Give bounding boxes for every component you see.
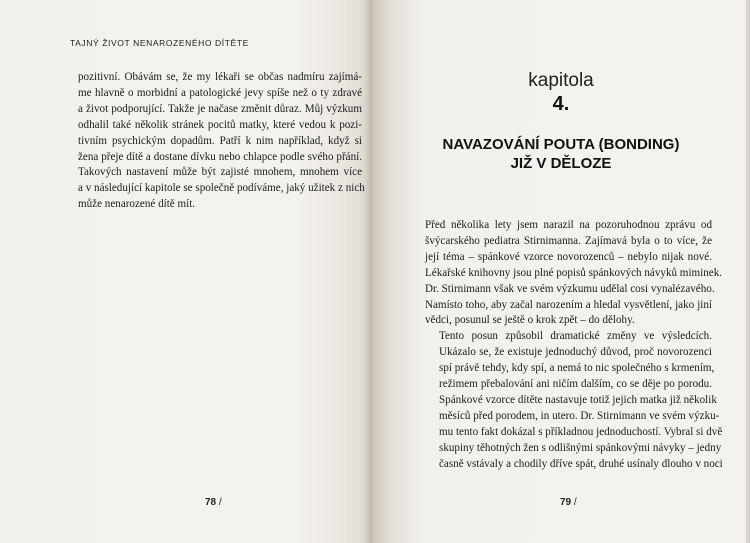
text-line: vědci, posunul se ještě o krok zpět – do dělohy.: [425, 314, 635, 327]
text-line: žena přeje dítě a dostane dívku nebo chlapce podle svého přání.: [78, 150, 362, 163]
text-line: režimem přebalování ani ničím dalším, co se děje po porodu.: [439, 378, 712, 391]
chapter-number: 4.: [552, 93, 570, 115]
text-line: a život podporující. Takže je načase změnit důraz. Můj výzkum: [78, 102, 362, 115]
text-line: její téma – spánkové vzorce novorozenců – nebylo nijak nové.: [425, 250, 712, 263]
text-line: může nenarozené dítě mít.: [78, 198, 196, 211]
text-line: Dr. Stirnimann však ve svém výzkumu udělal cosi vynalézavého.: [425, 282, 715, 295]
page-number-value: 79: [560, 497, 572, 508]
text-line: švýcarského pediatra Stirnimanna. Zajímavá byla o to více, že: [425, 234, 712, 247]
text-line: Takových nastavení může být zajisté mnohem, mnohem více: [78, 166, 362, 179]
page-edge: [746, 0, 750, 543]
text-line: časně vstávaly a chodily dříve spát, druhé usínaly dlouho v noci: [439, 457, 723, 470]
page-number-left: [205, 497, 222, 508]
page-number-value: 78: [205, 497, 217, 508]
paragraph: [425, 329, 723, 472]
text-line: a v následující kapitole se společně podíváme, jaký užitek z nich: [78, 182, 365, 195]
chapter-title: [372, 135, 750, 173]
text-line: me hlavně o morbidní a patologické jevy spíše než o ty zdravé: [78, 86, 362, 99]
text-line: Tento posun způsobil dramatické změny ve výsledcích.: [439, 330, 712, 343]
text-line: měsíců před porodem, in utero. Dr. Stirnimann ve svém výzku-: [439, 409, 720, 422]
page-number-right: [560, 497, 577, 508]
right-page-body: [425, 218, 723, 473]
chapter-title-line: NAVAZOVÁNÍ POUTA (BONDING): [442, 136, 680, 153]
text-line: Před několika lety jsem narazil na pozoruhodnou zprávu od: [425, 219, 712, 231]
left-page: [0, 0, 372, 543]
page-number-suffix: /: [571, 497, 577, 508]
text-line: mu tento fakt dokázal s příkladnou jednoduchostí. Vybral si dvě: [439, 425, 723, 438]
page-number-suffix: /: [216, 497, 222, 508]
text-line: tivním psychickým dopadům. Patří k nim například, když si: [78, 134, 362, 147]
running-head: TAJNÝ ŽIVOT NENAROZENÉHO DÍTĚTE: [70, 38, 249, 48]
text-line: Spánkové vzorce dítěte nastavuje totiž jejich matka již několik: [439, 393, 717, 406]
text-line: pozitivní. Obávám se, že my lékaři se občas nadmíru zajímá-: [78, 71, 362, 83]
text-line: odhalil také několik stránek pocitů matky, které vedou k pozi-: [78, 118, 362, 131]
text-line: Namísto toho, aby začal narozením a hledal vysvětlení, jako jiní: [425, 298, 712, 311]
paragraph: [425, 218, 723, 329]
text-line: spí právě tehdy, kdy spí, a nemá to nic společného s krmením,: [439, 362, 715, 375]
chapter-label: kapitola: [528, 70, 594, 91]
left-page-body: [78, 70, 365, 213]
text-line: Ukázalo se, že existuje jednoduchý důvod, proč novorozenci: [439, 346, 712, 359]
chapter-title-line: JIŽ V DĚLOZE: [510, 155, 612, 172]
text-line: skupiny těhotných žen s odlišnými spánkovými návyky – jedny: [439, 441, 722, 454]
text-line: Lékařské knihovny jsou plné popisů spánkových návyků miminek.: [425, 266, 723, 279]
right-page: [372, 0, 750, 543]
